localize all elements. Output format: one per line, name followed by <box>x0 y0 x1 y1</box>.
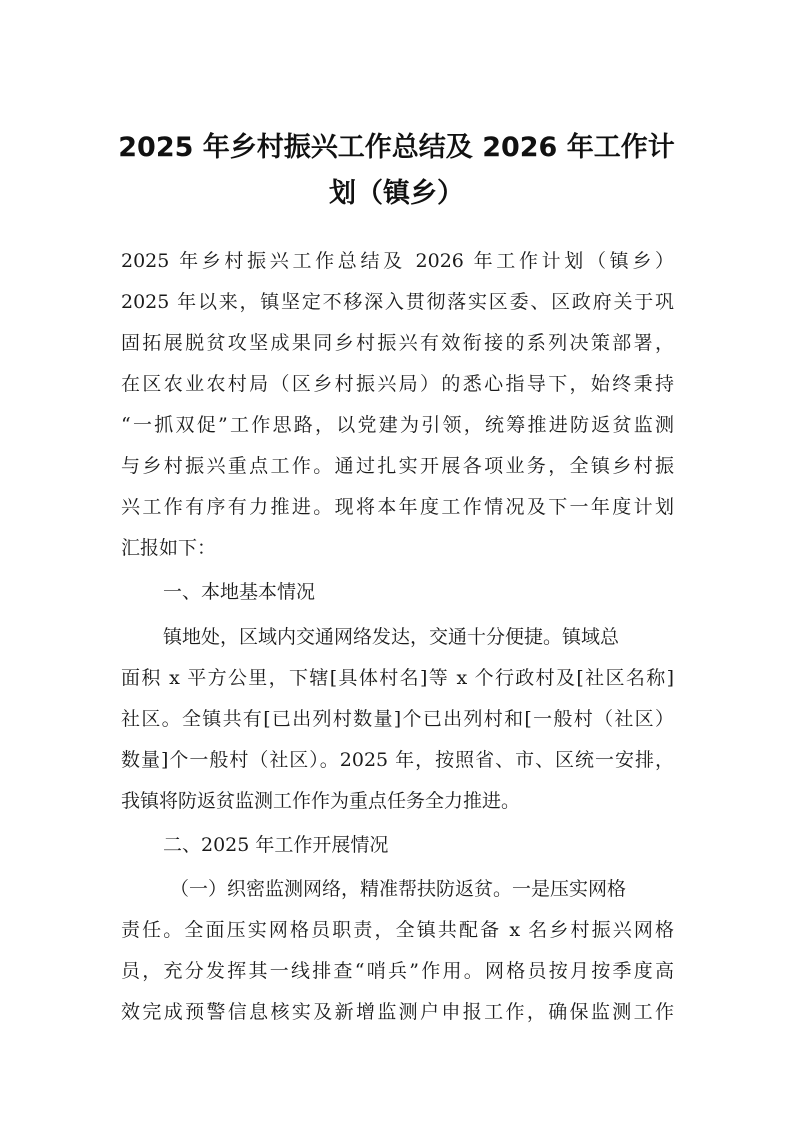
body-line-14: （一）织密监测网络，精准帮扶防返贫。一是压实网格 <box>170 878 627 900</box>
body-line-11: 社区。全镇共有[已出列村数量]个已出列村和[一般村（社区） <box>121 708 674 730</box>
body-line-15: 责任。全面压实网格员职责，全镇共配备 x 名乡村振兴网格 <box>121 919 674 941</box>
body-line-13: 我镇将防返贫监测工作作为重点任务全力推进。 <box>121 790 521 812</box>
body-line-16: 员，充分发挥其一线排查“哨兵”作用。网格员按月按季度高 <box>121 960 674 982</box>
body-line-12: 数量]个一般村（社区）。2025 年，按照省、市、区统一安排， <box>121 749 674 771</box>
document-title-line-2: 划（镇乡） <box>329 178 464 209</box>
body-line-4: 在区农业农村局（区乡村振兴局）的悉心指导下，始终秉持 <box>121 373 674 395</box>
body-line-2: 2025 年以来，镇坚定不移深入贯彻落实区委、区政府关于巩 <box>121 291 674 313</box>
body-line-3: 固拓展脱贫攻坚成果同乡村振兴有效衔接的系列决策部署， <box>121 332 674 354</box>
body-line-1: 2025 年乡村振兴工作总结及 2026 年工作计划（镇乡） <box>121 250 674 272</box>
body-line-10: 面积 x 平方公里，下辖[具体村名]等 x 个行政村及[社区名称] <box>121 667 674 689</box>
body-line-7: 兴工作有序有力推进。现将本年度工作情况及下一年度计划 <box>121 496 674 518</box>
section-heading-2: 二、2025 年工作开展情况 <box>163 834 389 856</box>
body-line-8: 汇报如下： <box>121 537 217 559</box>
body-line-5: “一抓双促”工作思路，以党建为引领，统筹推进防返贫监测 <box>121 414 674 436</box>
body-line-17: 效完成预警信息核实及新增监测户申报工作，确保监测工作 <box>121 1001 674 1023</box>
document-title-line-1: 2025 年乡村振兴工作总结及 2026 年工作计 <box>118 132 675 163</box>
body-line-6: 与乡村振兴重点工作。通过扎实开展各项业务，全镇乡村振 <box>121 455 674 477</box>
section-heading-1: 一、本地基本情况 <box>163 581 316 603</box>
body-line-9: 镇地处，区域内交通网络发达，交通十分便捷。镇域总 <box>163 626 620 648</box>
